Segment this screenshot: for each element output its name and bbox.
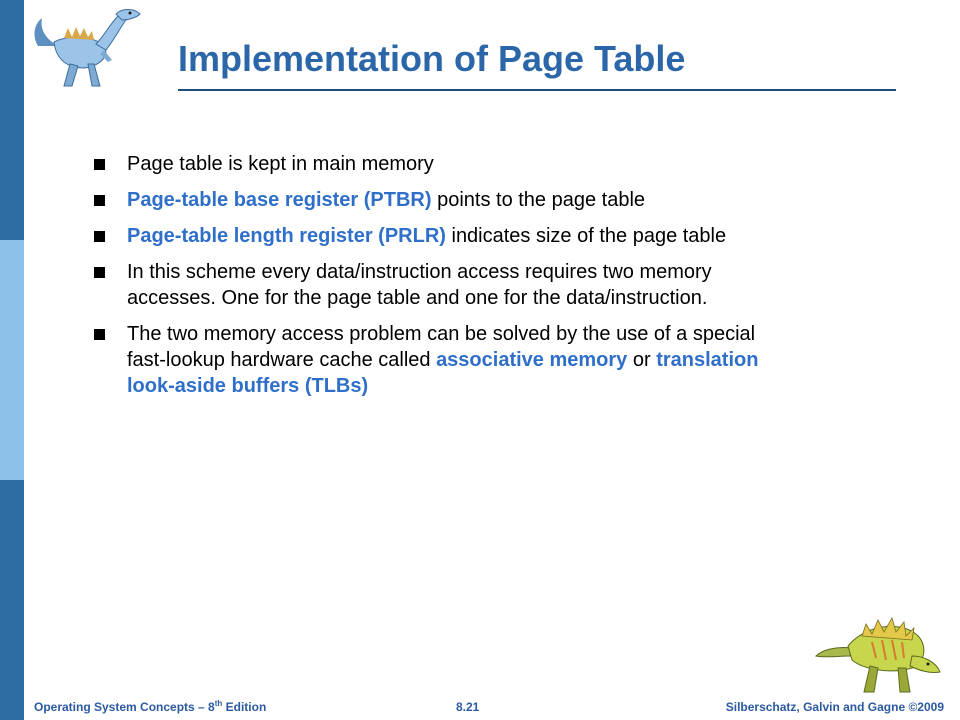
bullet-text: In this scheme every data/instruction access requires two memory accesses. One for the page table and one for the data/instruction. [127, 261, 712, 309]
footer-authors: Silberschatz, Galvin and Gagne ©2009 [725, 700, 944, 714]
side-band-bottom [0, 480, 24, 720]
side-band-middle [0, 240, 24, 480]
side-band-top [0, 0, 24, 240]
bullet-item [94, 151, 774, 177]
highlighted-term: Page-table base register (PTBR) [127, 189, 432, 211]
bullet-square-icon [94, 231, 105, 242]
bullet-text: Page table is kept in main memory [127, 153, 434, 175]
bullet-text: The two memory access problem can be solved by the use of a special fast-lookup hardware cache called [127, 323, 756, 371]
dinosaur-icon [812, 612, 952, 696]
bullet-item [94, 259, 774, 311]
highlighted-term: Page-table length register (PRLR) [127, 225, 446, 247]
title-underline [178, 89, 896, 91]
bullet-item [94, 187, 774, 213]
bullet-item [94, 223, 774, 249]
bullet-text: or [627, 349, 657, 371]
highlighted-term: translation look-aside buffers (TLBs) [127, 349, 759, 397]
bullet-square-icon [94, 159, 105, 170]
footer-page-number: 8.21 [456, 700, 480, 714]
dinosaur-icon [30, 6, 148, 92]
footer-book-title: Operating System Concepts – 8th Edition [34, 699, 267, 714]
bullet-list [94, 151, 774, 409]
highlighted-term: associative memory [436, 349, 628, 371]
bullet-square-icon [94, 267, 105, 278]
bullet-text: points to the page table [431, 189, 646, 211]
page-title: Implementation of Page Table [178, 38, 686, 79]
side-band [0, 0, 24, 720]
bullet-text: indicates size of the page table [445, 225, 727, 247]
bullet-item [94, 321, 774, 399]
bullet-square-icon [94, 329, 105, 340]
bullet-square-icon [94, 195, 105, 206]
